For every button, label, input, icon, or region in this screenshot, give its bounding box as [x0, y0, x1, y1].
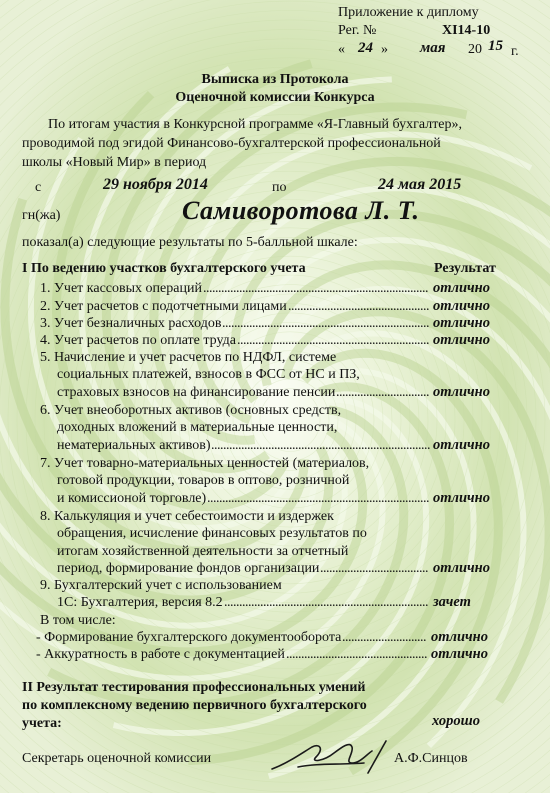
- results-intro: показал(а) следующие результаты по 5-балльной шкале:: [22, 235, 358, 250]
- period-from-date: 29 ноября 2014: [103, 176, 208, 193]
- result-item-9-line-2: 1С: Бухгалтерия, версия 8.2: [57, 595, 223, 611]
- secretary-name: А.Ф.Синцов: [394, 751, 468, 766]
- dot-leader: ...............................................: [288, 299, 429, 314]
- result-item-9-grade: зачет: [433, 594, 471, 611]
- intro-line-1: По итогам участия в Конкурсной программе «Я-Главный бухгалтер»,: [48, 117, 463, 132]
- result-item-6-line-1: 6. Учет внеоборотных активов (основных средств,: [40, 403, 342, 418]
- dot-leader: ...............................................: [286, 647, 427, 662]
- dot-leader: .....................................................................: [222, 316, 429, 331]
- result-item-5-line-2: социальных платежей, взносов в ФСС от НС и ПЗ,: [57, 367, 360, 383]
- result-item-6-line-3: нематериальных активов): [57, 437, 211, 453]
- result-item-8-grade: отлично: [433, 559, 490, 576]
- result-item-6-line-2: доходных вложений в материальные ценности,: [57, 420, 338, 436]
- result-item-6-grade: отлично: [433, 436, 490, 453]
- reg-number: ХI14-10: [442, 23, 491, 38]
- secretary-label: Секретарь оценочной комиссии: [22, 751, 212, 766]
- section-2-line-1: II Результат тестирования профессиональных умений: [22, 680, 366, 695]
- result-item-8-line-3: итогам хозяйственной деятельности за отчетный: [57, 543, 349, 559]
- result-item-4-line-1: 4. Учет расчетов по оплате труда: [40, 333, 236, 348]
- date-close-quote: »: [381, 42, 388, 57]
- dot-leader: ....................................................................: [224, 595, 428, 611]
- result-item-3-grade: отлично: [433, 315, 490, 331]
- result-column-header: Результат: [434, 261, 496, 276]
- year-suffix: 15: [488, 38, 503, 54]
- result-item-3-line-1: 3. Учет безналичных расходов: [40, 316, 222, 331]
- document-title: Выписка из Протокола: [201, 72, 349, 87]
- result-item-1-grade: отлично: [433, 280, 490, 296]
- period-to-date: 24 мая 2015: [378, 176, 462, 193]
- dot-leader: ................................................................: [237, 333, 429, 348]
- sub-item-2-label: - Аккуратность в работе с документацией: [36, 647, 285, 662]
- year-unit: г.: [511, 44, 519, 59]
- person-label: гн(жа): [22, 208, 61, 223]
- sub-item-1-grade: отлично: [431, 629, 488, 645]
- result-item-8-line-4: период, формирование фондов организации: [57, 560, 320, 576]
- document-subtitle: Оценочной комиссии Конкурса: [175, 90, 375, 105]
- dot-leader: ...........................................................................: [203, 281, 428, 296]
- date-open-quote: «: [338, 42, 345, 57]
- dot-leader: ............................: [342, 630, 426, 645]
- result-item-5-line-1: 5. Начисление и учет расчетов по НДФЛ, системе: [40, 350, 337, 365]
- intro-line-3: школы «Новый Мир» в период: [22, 155, 207, 170]
- dot-leader: ...............................: [336, 384, 429, 400]
- period-to-label: по: [272, 180, 287, 195]
- section-2-result: хорошо: [432, 713, 480, 729]
- result-item-9-line-1: 9. Бухгалтерский учет с использованием: [40, 578, 282, 593]
- result-item-1-line-1: 1. Учет кассовых операций: [40, 281, 202, 296]
- reg-label: Рег. №: [338, 23, 377, 38]
- period-from-label: с: [35, 180, 42, 195]
- date-day: 24: [358, 40, 373, 56]
- dot-leader: ..........................................................................: [207, 490, 429, 506]
- secretary-signature: [268, 733, 390, 777]
- date-month: мая: [420, 40, 446, 56]
- dot-leader: .........................................................................: [211, 437, 430, 453]
- intro-line-2: проводимой под эгидой Финансово-бухгалтерской профессиональной: [22, 136, 441, 151]
- result-item-8-line-1: 8. Калькуляция и учет себестоимости и издержек: [40, 509, 334, 524]
- result-item-2-line-1: 2. Учет расчетов с подотчетными лицами: [40, 299, 287, 314]
- dot-leader: ....................................: [320, 560, 428, 576]
- sub-item-2-grade: отлично: [431, 646, 488, 662]
- subtotal-label: В том числе:: [40, 613, 116, 628]
- result-item-4-grade: отлично: [433, 332, 490, 348]
- result-item-2-grade: отлично: [433, 298, 490, 314]
- result-item-7-line-1: 7. Учет товарно-материальных ценностей (материалов,: [40, 456, 370, 471]
- year-prefix: 20: [468, 42, 482, 57]
- sub-item-1-label: - Формирование бухгалтерского документооборота: [36, 630, 342, 645]
- person-name: Самиворотова Л. Т.: [182, 196, 420, 225]
- result-item-7-line-2: готовой продукции, товаров в оптово, розничной: [57, 473, 350, 489]
- result-item-5-line-3: страховых взносов на финансирование пенсии: [57, 384, 336, 400]
- result-item-7-line-3: и комиссионой торговле): [57, 490, 207, 506]
- result-item-8-line-2: обращения, исчисление финансовых результатов по: [57, 526, 367, 542]
- result-item-5-grade: отлично: [433, 383, 490, 400]
- section-2-line-3: учета:: [22, 716, 62, 731]
- section-1-title: I По ведению участков бухгалтерского учета: [22, 261, 306, 276]
- section-2-line-2: по комплексному ведению первичного бухгалтерского: [22, 698, 367, 713]
- appendix-label: Приложение к диплому: [338, 5, 479, 20]
- result-item-7-grade: отлично: [433, 489, 490, 506]
